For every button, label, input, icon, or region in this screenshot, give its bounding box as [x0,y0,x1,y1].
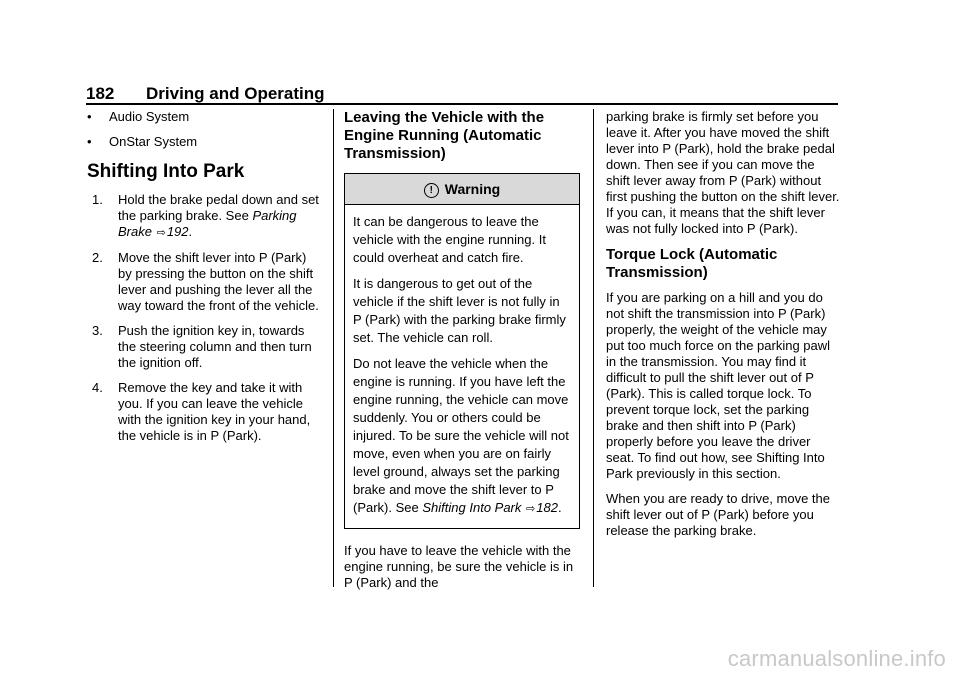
step-item [92,380,323,444]
bullet-text: Audio System [109,109,190,124]
column-3 [606,109,842,548]
cross-reference-page[interactable]: 192 [166,224,189,239]
step-number: 1. [92,192,103,207]
section-heading: Shifting Into Park [87,161,245,182]
warning-icon: ! [424,183,439,198]
list-item [87,134,323,150]
cross-reference-link[interactable]: Parking Brake [118,208,297,239]
step-number: 3. [92,323,103,338]
page-header [86,84,838,103]
step-number: 4. [92,380,103,395]
bullet-mark: • [87,109,92,124]
step-text: Remove the key and take it with you. If you can leave the vehicle with the ignition key in your hand, the vehicle is in P (Park). [118,380,311,443]
body-paragraph: When you are ready to drive, move the shift lever out of P (Park) before you release the parking brake. [606,491,831,538]
watermark-text: carmanualsonline.info [727,646,946,671]
step-text: Push the ignition key in, towards the steering column and then turn the ignition off. [118,323,312,370]
header-rule [86,103,838,105]
warning-header [345,174,579,205]
step-text: Move the shift lever into P (Park) by pressing the button on the shift lever and pushing the lever all the way toward the front of the vehicle. [118,250,319,313]
warning-title: Warning [444,181,501,197]
warning-box [344,173,580,529]
section-heading: Torque Lock (Automatic Transmission) [606,246,778,281]
cross-reference-page[interactable]: 182 [536,500,558,515]
step-item: 1. Hold the brake pedal down and set the parking brake. See Parking Brake ⇨192. [92,192,319,239]
column-divider-1 [333,109,334,587]
step-number: 2. [92,250,103,265]
cross-reference-link[interactable]: Shifting Into Park [422,500,522,515]
list-item [87,109,323,125]
warning-body [345,205,579,528]
bullet-mark: • [87,134,92,149]
body-paragraph: If you are parking on a hill and you do not shift the transmission into P (Park) properly, the weight of the vehicle may put too much force on the parking pawl in the transmission. You may find it difficult to pull the shift lever out of P (Park). This is called torque lock. To prevent torque lock, set the parking brake and then shift into P (Park) properly before you leave the driver seat. To find out how, see Shifting Into Park previously in this section. [606,290,831,481]
warning-paragraph: It is dangerous to get out of the vehicle if the shift lever is not fully in P (Park) with the parking brake firmly set. The vehicle can roll. [353,276,566,345]
column-divider-2 [593,109,594,587]
section-heading: Leaving the Vehicle with the Engine Running (Automatic Transmission) [344,109,545,162]
warning-paragraph: Do not leave the vehicle when the engine is running. If you have left the engine running, the vehicle can move suddenly. You or others could be injured. To be sure the vehicle will not move, even when you are on fairly level ground, always set the parking brake and move the shift lever to P (Park). See Shifting Into Park ⇨182. [353,356,569,515]
warning-paragraph: It can be dangerous to leave the vehicle with the engine running. It could overheat and catch fire. [353,214,546,265]
step-list [87,192,323,444]
body-paragraph: If you have to leave the vehicle with the engine running, be sure the vehicle is in P (Park) and the [344,543,574,590]
column-1 [87,109,323,453]
page-number: 182 [86,84,115,103]
column-2 [344,109,580,600]
page-ref-arrow-icon: ⇨ [526,503,536,515]
body-paragraph: parking brake is firmly set before you leave it. After you have moved the shift lever into P (Park), hold the brake pedal down. Then see if you can move the shift lever away from P (Park) without first pushing the button on the shift lever. If you can, it means that the shift lever was not fully locked into P (Park). [606,109,840,236]
bullet-text: OnStar System [109,134,198,149]
section-title: Driving and Operating [146,84,325,103]
step-item [92,250,323,314]
step-item [92,323,323,371]
step-text: Hold the brake pedal down and set the parking brake. See [118,192,319,223]
page-ref-arrow-icon: ⇨ [156,227,166,239]
